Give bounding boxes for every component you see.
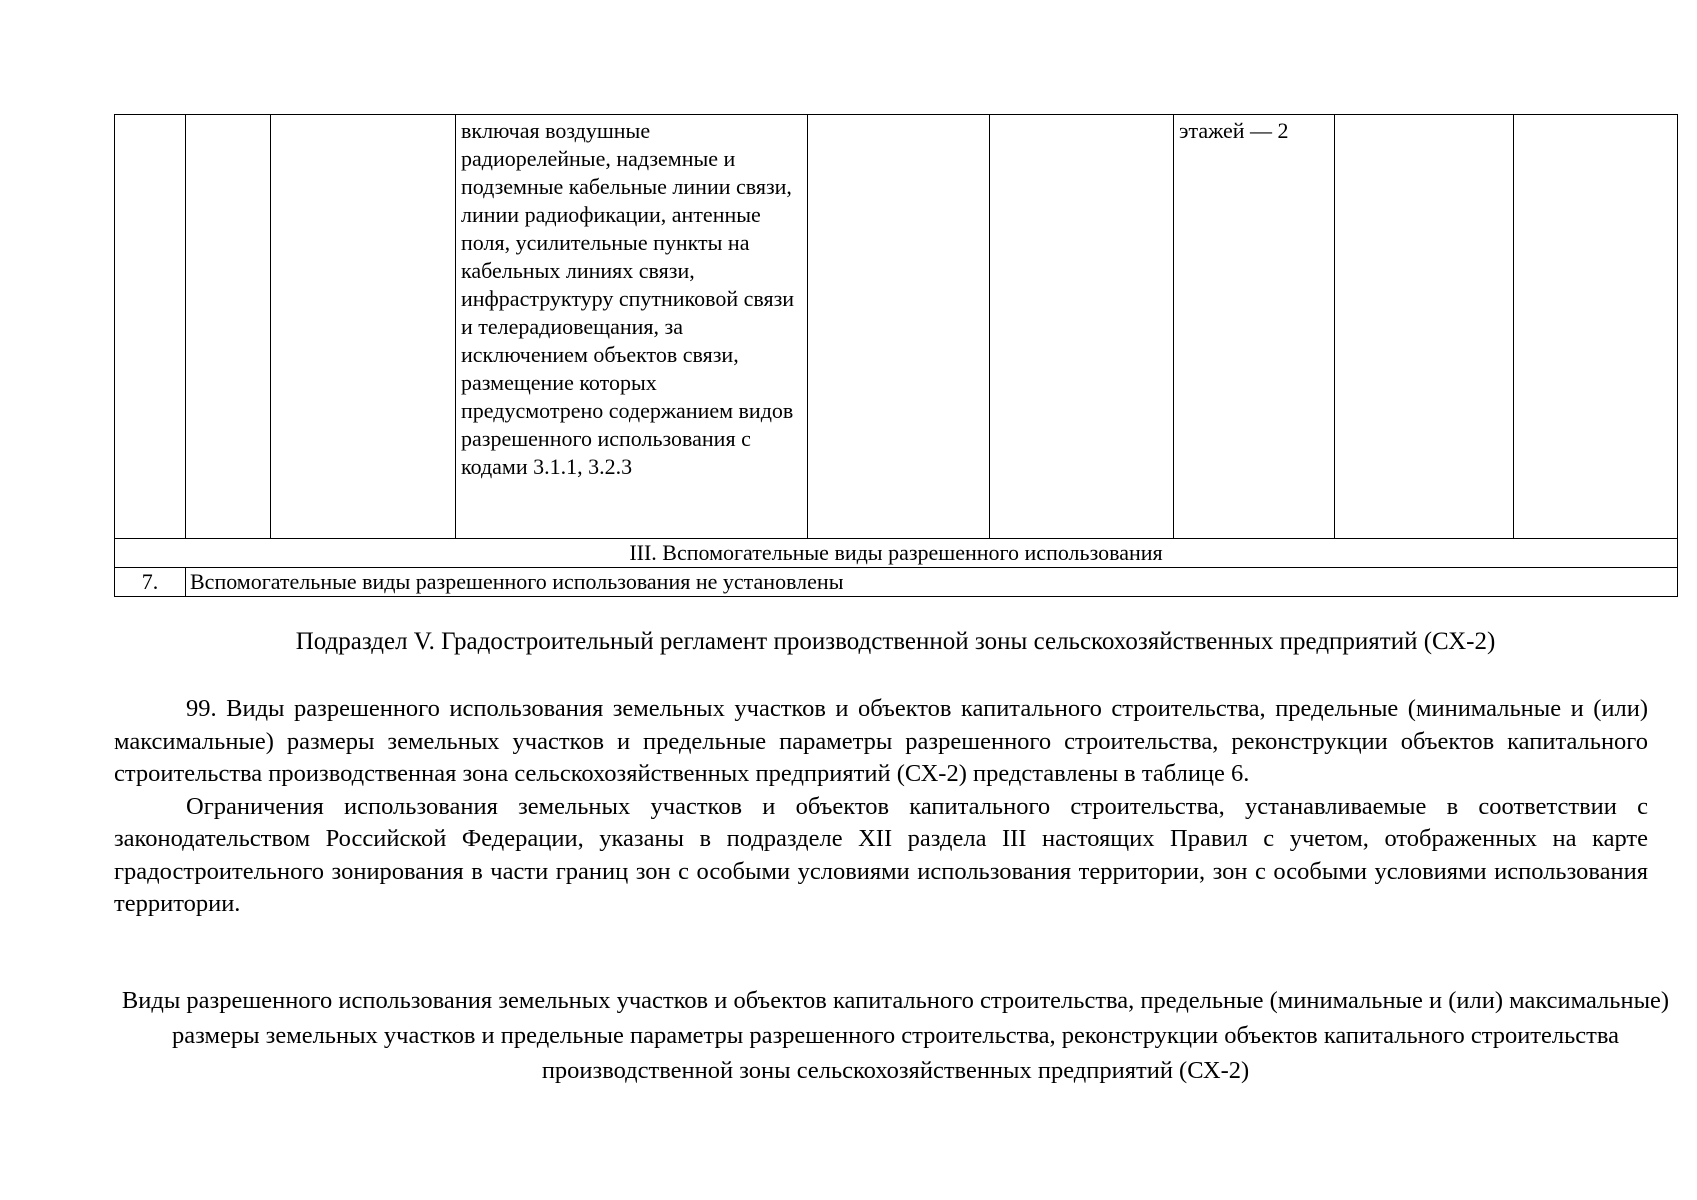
table-cell [1514, 115, 1678, 539]
table-cell [115, 115, 186, 539]
table-caption: Виды разрешенного использования земельных участков и объектов капитального строительства, предельные (минимальные и (или) максимальные) размеры земельных участков и предельные параметры разрешенного строительства, реконструкции объектов капитального строительства производственной зоны сельскохозяйственных предприятий (СХ-2) [121, 987, 1670, 1084]
paragraph: 99. Виды разрешенного использования земельных участков и объектов капитального строительства, предельные (минимальные и (или) максимальные) размеры земельных участков и предельные параметры разрешенного строительства, реконструкции объектов капитального строительства производственная зона сельскохозяйственных предприятий (СХ-2) представлены в таблице 6. [114, 695, 1648, 787]
section-header: III. Вспомогательные виды разрешенного использования [115, 539, 1678, 568]
table-row-continued [115, 115, 1678, 539]
table-row [115, 568, 1678, 597]
use-description-cell: включая воздушные радиорелейные, надземные и подземные кабельные линии связи, линии радиофикации, антенные поля, усилительные пункты на кабельных линиях связи, инфраструктуру спутниковой связи и телерадиовещания, за исключением объектов связи, размещение которых предусмотрено содержанием видов разрешенного использования с кодами 3.1.1, 3.2.3 [456, 115, 808, 539]
table-cell [186, 115, 271, 539]
floors-cell: этажей — 2 [1174, 115, 1335, 539]
subsection-title: Подраздел V. Градостроительный регламент производственной зоны сельскохозяйственных предприятий (СХ-2) [295, 628, 1496, 655]
table-cell [271, 115, 456, 539]
table-cell [990, 115, 1174, 539]
row-text: Вспомогательные виды разрешенного использования не установлены [186, 568, 1678, 597]
table-cell [1335, 115, 1514, 539]
row-number: 7. [115, 568, 186, 597]
table-cell [808, 115, 990, 539]
table-section-row [115, 539, 1678, 568]
regulation-table [114, 114, 1678, 597]
paragraph: Ограничения использования земельных участков и объектов капитального строительства, устанавливаемые в соответствии с законодательством Российской Федерации, указаны в подразделе XII раздела III настоящих Правил с учетом, отображенных на карте градостроительного зонирования в части границ зон с особыми условиями использования территории, зон с особыми условиями использования территории. [114, 792, 1648, 917]
body-text [114, 693, 1648, 921]
